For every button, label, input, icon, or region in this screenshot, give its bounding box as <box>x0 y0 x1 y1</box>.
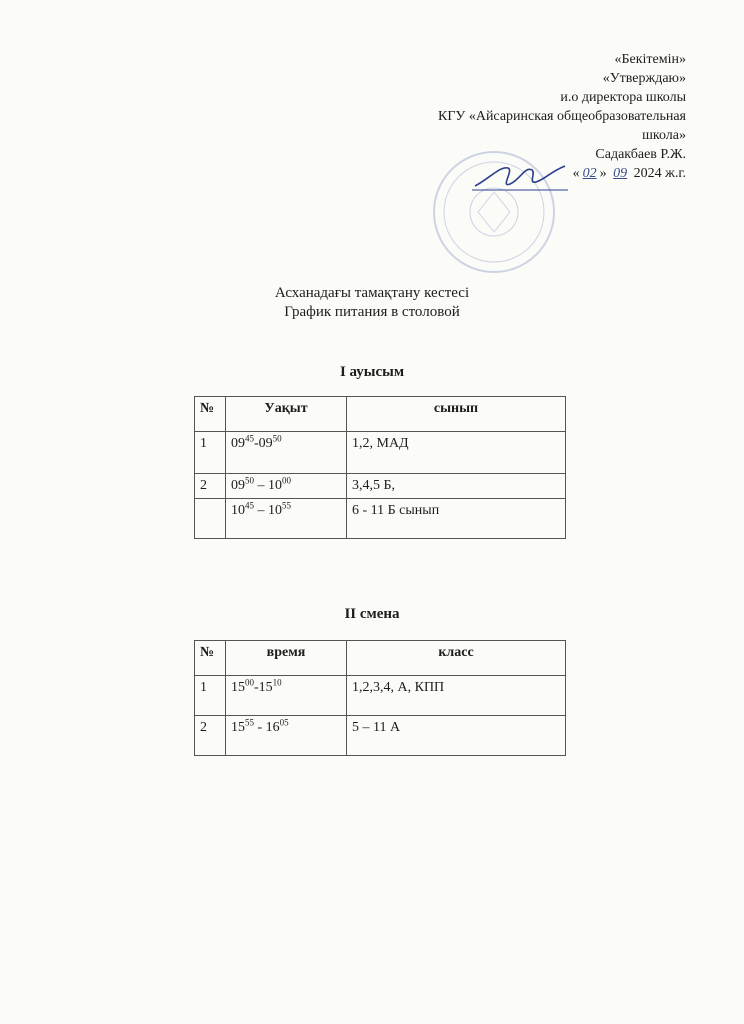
school-name: КГУ «Айсаринская общеобразовательная <box>437 109 686 124</box>
shift2-table <box>194 640 566 756</box>
document-title <box>0 284 744 322</box>
row-class: 1,2, МАД <box>347 432 566 474</box>
director-position: и.о директора школы <box>560 90 686 105</box>
header-num: № <box>195 641 226 676</box>
shift1-title: І ауысым <box>339 364 405 380</box>
row-class: 3,4,5 Б, <box>347 474 566 499</box>
approval-date: « 02 » 09 2024 ж.г. <box>572 166 686 181</box>
table-row <box>195 432 566 474</box>
approval-block <box>356 50 686 183</box>
table-row <box>195 474 566 499</box>
header-time: Уақыт <box>226 397 347 432</box>
header-time: время <box>226 641 347 676</box>
row-time: $09^{45}-09^{50}$ <box>226 432 347 474</box>
title-kz: Асханадағы тамақтану кестесі <box>274 285 470 301</box>
row-num: 1 <box>195 432 226 474</box>
header-class: сынып <box>347 397 566 432</box>
shift1-table <box>194 396 566 539</box>
row-time: $10^{45} - 10^{55}$ <box>226 499 347 539</box>
approval-ru: «Утверждаю» <box>602 71 686 86</box>
date-month: 09 <box>613 166 628 181</box>
row-time: $09^{50} - 10^{00}$ <box>226 474 347 499</box>
header-class: класс <box>347 641 566 676</box>
row-num <box>195 499 226 539</box>
date-year: 2024 ж.г. <box>633 166 686 181</box>
table-row <box>195 676 566 716</box>
row-time: $15^{55} - 16^{05}$ <box>226 716 347 756</box>
signer-row <box>356 145 686 164</box>
table-header-row <box>195 397 566 432</box>
title-ru: График питания в столовой <box>284 304 460 320</box>
table-header-row <box>195 641 566 676</box>
signer-name: Садакбаев Р.Ж. <box>595 147 686 162</box>
table-row <box>195 716 566 756</box>
shift2-title: ІІ смена <box>344 606 400 622</box>
date-day: 02 <box>582 166 597 181</box>
approval-kz: «Бекітемін» <box>614 52 686 67</box>
row-num: 1 <box>195 676 226 716</box>
row-class: 1,2,3,4, А, КПП <box>347 676 566 716</box>
school-name-end: школа» <box>642 128 686 143</box>
row-class: 6 - 11 Б сынып <box>347 499 566 539</box>
table-row <box>195 499 566 539</box>
row-class: 5 – 11 А <box>347 716 566 756</box>
header-num: № <box>195 397 226 432</box>
row-num: 2 <box>195 716 226 756</box>
row-time: $15^{00}-15^{10}$ <box>226 676 347 716</box>
row-num: 2 <box>195 474 226 499</box>
